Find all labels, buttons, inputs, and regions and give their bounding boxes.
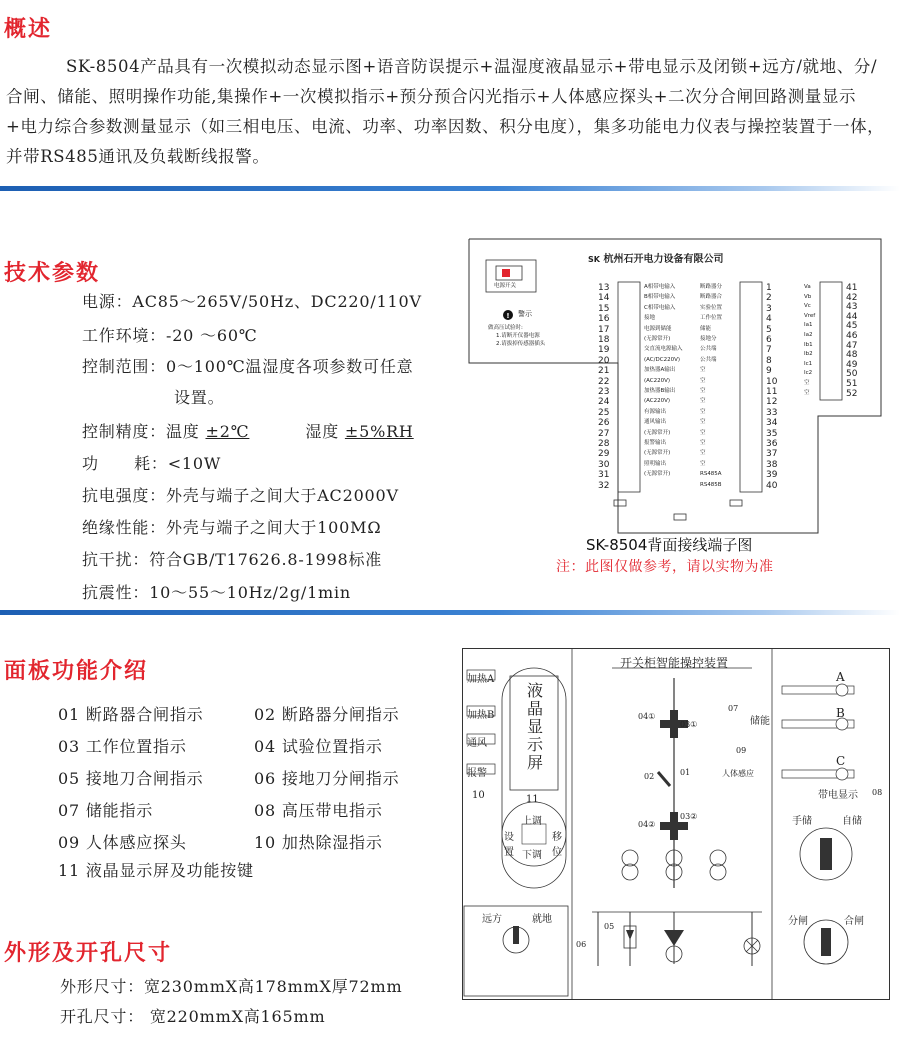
terminal-label: (无源常开) xyxy=(644,450,671,457)
terminal-number: 44 xyxy=(846,311,858,322)
terminal-label: 接地 xyxy=(644,315,656,322)
terminal-number: 41 xyxy=(846,283,858,293)
terminal-label: 空 xyxy=(700,367,706,374)
terminal-number: 1 xyxy=(766,283,772,293)
terminal-number: 25 xyxy=(598,407,610,418)
label-alarm: 报警 xyxy=(467,768,487,779)
terminal-number: 18 xyxy=(598,335,610,345)
terminal-label: 断路器分 xyxy=(700,284,723,290)
label-04a: 04① xyxy=(638,712,656,721)
panel-item: 07 储能指示 xyxy=(58,801,154,820)
label-03b: 03② xyxy=(680,812,698,821)
terminal-label: RS485B xyxy=(700,481,722,488)
terminal-label: (无源常开) xyxy=(644,471,671,478)
label-09: 09 xyxy=(736,746,747,755)
terminal-label: 通风输出 xyxy=(644,419,667,426)
company-name: SK 杭州石开电力设备有限公司 xyxy=(588,254,724,265)
terminal-label: 实验位置 xyxy=(700,304,723,311)
terminal-label: Ib2 xyxy=(804,351,813,358)
label-05: 05 xyxy=(604,922,615,931)
terminal-number: 27 xyxy=(598,428,610,439)
btn-shift[interactable]: 移位 xyxy=(552,832,562,858)
spec-range-cont: 设置。 xyxy=(174,388,225,407)
svg-text:!: ! xyxy=(506,312,510,320)
terminal-number: 8 xyxy=(766,355,772,366)
terminal-label: 空 xyxy=(700,460,706,467)
terminal-label: 加热器A输出 xyxy=(644,367,676,374)
wiring-caption: SK-8504背面接线端子图 xyxy=(586,536,753,554)
precision-label: 控制精度：温度 xyxy=(82,422,206,441)
panel-item: 04 试验位置指示 xyxy=(254,737,383,756)
terminal-label: Ic2 xyxy=(804,370,813,377)
btn-down[interactable]: 下调 xyxy=(522,850,542,861)
label-03a: 03① xyxy=(680,720,698,729)
terminal-number: 43 xyxy=(846,302,858,313)
terminal-label: 照明输出 xyxy=(644,460,667,467)
panel-item: 01 断路器合闸指示 xyxy=(58,705,204,724)
terminal-label: Va xyxy=(804,284,811,290)
terminal-label: 空 xyxy=(700,429,706,436)
precision-temp: ±2℃ xyxy=(205,422,250,441)
warning-line: 1.请断开仪器电源 xyxy=(496,333,540,339)
spec-interference: 抗干扰：符合GB/T17626.8-1998标准 xyxy=(82,550,383,569)
divider xyxy=(0,186,900,191)
phase-b: B xyxy=(836,706,845,720)
terminal-number: 16 xyxy=(598,314,610,325)
terminal-number: 40 xyxy=(766,480,778,491)
label-04b: 04② xyxy=(638,820,656,829)
lcd-screen: 液晶显示屏 xyxy=(526,681,543,772)
cutout-dimension: 开孔尺寸： 宽220mmX高165mm xyxy=(60,1007,326,1026)
btn-up[interactable]: 上调 xyxy=(522,816,542,827)
terminal-number: 11 xyxy=(766,387,778,397)
company-logo: SK xyxy=(588,255,600,264)
wiring-diagram xyxy=(468,238,882,534)
warning-line: 2.请拔掉传感器插头 xyxy=(496,341,546,347)
terminal-number: 38 xyxy=(766,459,778,470)
label-auto: 自储 xyxy=(842,816,862,827)
terminal-label: C相带电输入 xyxy=(644,304,676,311)
terminal-number: 20 xyxy=(598,355,610,366)
label-01: 01 xyxy=(680,768,691,777)
label-close: 合闸 xyxy=(844,916,864,927)
label-heat-a: 加热A xyxy=(467,674,495,685)
label-local: 就地 xyxy=(532,914,552,925)
terminal-label: 断路器合 xyxy=(700,294,723,301)
terminal-number: 28 xyxy=(598,439,610,449)
terminal-number: 33 xyxy=(766,407,778,418)
spec-consumption: 功 耗：<10W xyxy=(82,454,222,473)
specs-title: 技术参数 xyxy=(4,261,101,286)
terminal-number: 4 xyxy=(766,314,772,325)
divider xyxy=(0,610,900,615)
label-11: 11 xyxy=(526,794,539,805)
terminal-number: 45 xyxy=(846,321,858,332)
terminal-number: 30 xyxy=(598,459,610,470)
terminal-label: Ic1 xyxy=(804,360,813,367)
warning-title: 警示 xyxy=(518,310,532,318)
overview-title: 概述 xyxy=(4,17,53,42)
phase-a: A xyxy=(836,670,845,684)
terminal-number: 26 xyxy=(598,418,610,429)
terminal-number: 51 xyxy=(846,379,858,389)
label-07: 07 xyxy=(728,704,739,713)
terminal-label: 交直流电源输入 xyxy=(644,346,683,353)
terminal-number: 19 xyxy=(598,345,610,356)
terminal-label: (AC220V) xyxy=(644,377,671,384)
terminal-number: 23 xyxy=(598,387,610,397)
terminal-number: 50 xyxy=(846,369,858,380)
label-vent: 通风 xyxy=(467,738,487,749)
terminal-label: 空 xyxy=(804,389,810,396)
terminal-label: 空 xyxy=(700,377,706,384)
panel-item: 05 接地刀合闸指示 xyxy=(58,769,204,788)
terminal-label: 空 xyxy=(700,398,706,405)
label-sensor: 人体感应 xyxy=(722,769,754,778)
terminal-number: 5 xyxy=(766,324,772,335)
terminal-label: 空 xyxy=(700,408,706,415)
terminal-number: 29 xyxy=(598,449,610,460)
label-open: 分闸 xyxy=(788,916,808,927)
label-06: 06 xyxy=(576,940,587,949)
outer-dimension: 外形尺寸：宽230mmX高178mmX厚72mm xyxy=(60,977,403,996)
spec-environment: 工作环境：-20 ～60℃ xyxy=(82,326,258,345)
panel-item: 10 加热除湿指示 xyxy=(254,833,383,852)
terminal-label: Ib1 xyxy=(804,341,813,348)
terminal-label: 电源到储能 xyxy=(644,325,672,332)
terminal-number: 24 xyxy=(598,397,610,408)
terminal-number: 42 xyxy=(846,292,858,303)
terminal-number: 7 xyxy=(766,345,772,356)
spec-dielectric: 抗电强度：外壳与端子之间大于AC2000V xyxy=(82,486,399,505)
terminal-number: 37 xyxy=(766,449,778,460)
precision-hum-label: 湿度 xyxy=(305,422,345,441)
panel-item: 02 断路器分闸指示 xyxy=(254,705,400,724)
terminal-number: 46 xyxy=(846,331,858,341)
terminal-number: 49 xyxy=(846,359,858,370)
label-manual: 手储 xyxy=(792,816,812,827)
terminal-number: 22 xyxy=(598,376,610,387)
terminal-number: 6 xyxy=(766,335,772,345)
warning-line: 做高压试验时: xyxy=(488,325,523,331)
label-heat-b: 加热B xyxy=(467,710,495,721)
terminal-number: 52 xyxy=(846,388,858,399)
terminal-number: 12 xyxy=(766,397,778,408)
wiring-note: 注：此图仅做参考，请以实物为准 xyxy=(556,559,774,575)
terminal-label: Vref xyxy=(804,312,816,319)
terminal-number: 10 xyxy=(766,376,778,387)
terminal-number: 9 xyxy=(766,366,772,377)
terminal-label: 工作位置 xyxy=(700,315,723,322)
terminal-label: 空 xyxy=(700,440,706,446)
panel-item: 09 人体感应探头 xyxy=(58,833,187,852)
terminal-number: 13 xyxy=(598,283,610,293)
terminal-number: 39 xyxy=(766,470,778,481)
overview-text: SK-8504产品具有一次模拟动态显示图+语音防误提示+温湿度液晶显示+带电显示及闭锁+远方/就地、分/合闸、储能、照明操作功能,集操作+一次模拟指示+预分预合闪光指示+人体感应探头+二次分合闸回路测量显示+电力综合参数测量显示（如三相电压、电流、功率、功率因数、积分电度），集多功能电力仪表与操控装置于一体，并带RS485通讯及负载断线报警。 xyxy=(6,57,885,166)
precision-hum: ±5%RH xyxy=(344,422,414,441)
terminal-label: 公共端 xyxy=(700,356,717,363)
phase-c: C xyxy=(836,754,846,768)
spec-power: 电源：AC85～265V/50Hz、DC220/110V xyxy=(82,292,422,311)
label-08: 08 xyxy=(872,788,883,797)
terminal-number: 15 xyxy=(598,303,610,314)
terminal-label: (无源常开) xyxy=(644,429,671,436)
label-live: 带电显示 xyxy=(818,790,858,801)
panel-item: 06 接地刀分闸指示 xyxy=(254,769,400,788)
panel-diagram xyxy=(462,648,890,1000)
spec-precision xyxy=(82,419,414,442)
terminal-label: (AC/DC220V) xyxy=(644,356,680,363)
terminal-number: 17 xyxy=(598,324,610,335)
terminal-number: 47 xyxy=(846,340,858,351)
terminal-number: 36 xyxy=(766,439,778,449)
panel-item: 11 液晶显示屏及功能按键 xyxy=(58,861,254,880)
terminal-label: 加热器B输出 xyxy=(644,388,676,394)
device-header: 开关柜智能操控装置 xyxy=(620,656,729,670)
terminal-number: 34 xyxy=(766,418,778,429)
spec-range: 控制范围：0～100℃温湿度各项参数可任意 xyxy=(82,357,414,376)
terminal-label: 储能 xyxy=(700,325,712,332)
label-02: 02 xyxy=(644,772,655,781)
panel-item: 03 工作位置指示 xyxy=(58,737,187,756)
terminal-label: (AC220V) xyxy=(644,398,671,405)
terminal-label: 空 xyxy=(700,450,706,457)
terminal-label: Ia1 xyxy=(804,322,813,329)
spec-insulation: 绝缘性能：外壳与端子之间大于100MΩ xyxy=(82,518,382,537)
power-switch-label: 电源开关 xyxy=(494,283,517,289)
terminal-label: Vc xyxy=(804,303,811,310)
wiring-outline xyxy=(468,238,882,534)
terminal-number: 14 xyxy=(598,293,610,304)
terminal-label: (无源常开) xyxy=(644,336,671,342)
terminal-label: 接地分 xyxy=(700,336,717,342)
terminal-number: 2 xyxy=(766,293,772,304)
terminal-label: 有源输出 xyxy=(644,408,667,415)
btn-set[interactable]: 设置 xyxy=(504,832,514,858)
terminal-label: 空 xyxy=(700,388,706,394)
terminal-label: Vb xyxy=(804,293,812,300)
terminal-label: 报警输出 xyxy=(644,440,667,446)
terminal-label: A相带电输入 xyxy=(644,284,676,290)
terminal-number: 21 xyxy=(598,366,610,377)
label-10: 10 xyxy=(472,790,485,801)
terminal-number: 32 xyxy=(598,480,610,491)
spec-vibration: 抗震性：10～55～10Hz/2g/1min xyxy=(82,583,352,602)
terminal-label: RS485A xyxy=(700,471,722,478)
dimensions-title: 外形及开孔尺寸 xyxy=(4,941,173,966)
label-remote: 远方 xyxy=(482,914,502,925)
label-energy: 储能 xyxy=(750,716,770,727)
panel-title: 面板功能介绍 xyxy=(4,659,149,684)
terminal-label: 空 xyxy=(804,380,810,386)
terminal-label: B相带电输入 xyxy=(644,294,676,301)
terminal-label: 空 xyxy=(700,419,706,426)
terminal-number: 31 xyxy=(598,470,610,481)
terminal-label: 公共端 xyxy=(700,346,717,353)
terminal-label: Ia2 xyxy=(804,332,813,338)
terminal-number: 3 xyxy=(766,303,772,314)
terminal-number: 48 xyxy=(846,350,858,361)
terminal-number: 35 xyxy=(766,428,778,439)
panel-item: 08 高压带电指示 xyxy=(254,801,383,820)
